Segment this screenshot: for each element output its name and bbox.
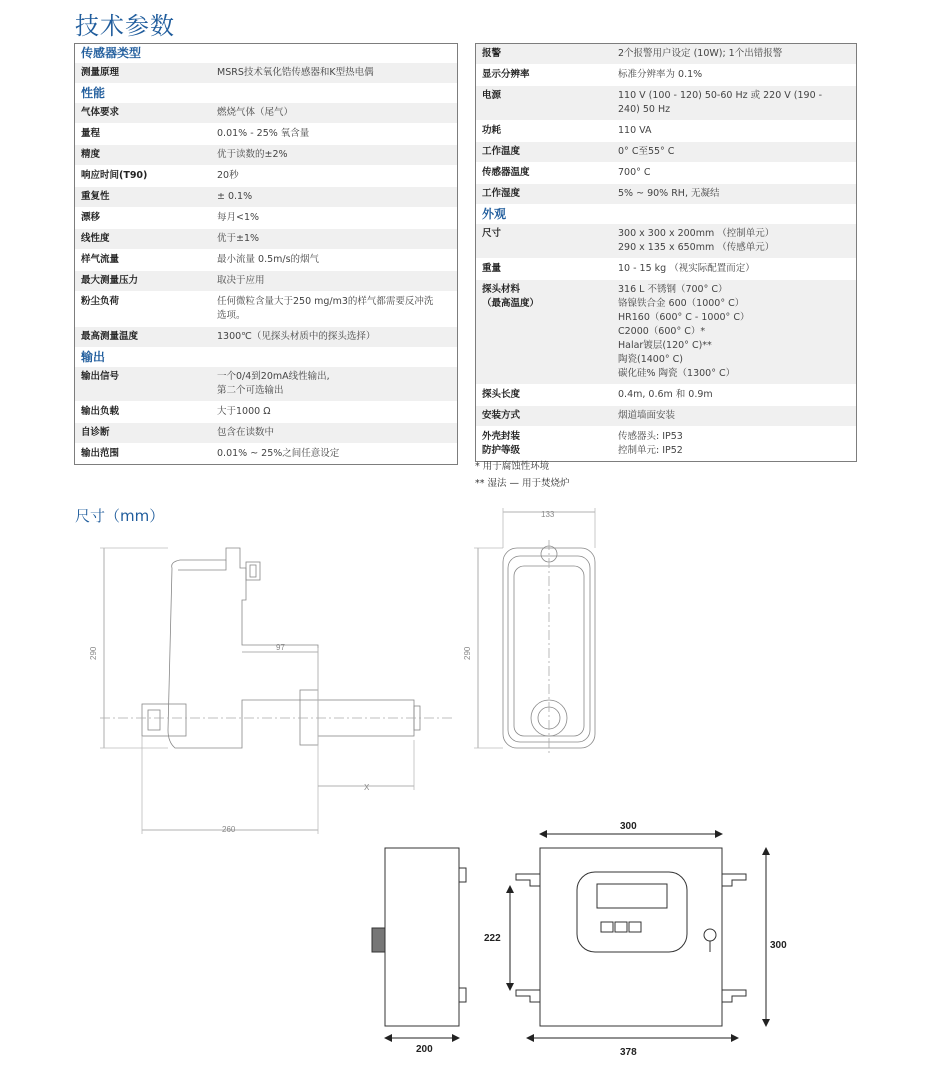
page-title: 技术参数	[75, 12, 175, 40]
spec-value-line: 110 VA	[618, 125, 652, 136]
spec-key: 重复性	[81, 191, 110, 202]
spec-key: 最高测量温度	[81, 331, 139, 342]
spec-key: 最大测量压力	[81, 275, 139, 286]
spec-key: 重量	[482, 263, 502, 274]
spec-key: 显示分辨率	[482, 69, 530, 80]
spec-value-line: 5% ~ 90% RH, 无凝结	[618, 188, 720, 199]
spec-key: 功耗	[482, 125, 502, 136]
unit-depth-label: 200	[416, 1044, 433, 1055]
footnote-1: * 用于腐蚀性环境	[475, 461, 550, 472]
spec-value-line: C2000（600° C）*	[618, 326, 706, 337]
spec-key: 气体要求	[81, 107, 120, 118]
spec-value-line: 110 V (100 - 120) 50-60 Hz 或 220 V (190 -	[618, 90, 823, 101]
spec-value-line: 传感器头: IP53	[618, 431, 683, 442]
spec-value-line: HR160（600° C - 1000° C）	[618, 312, 750, 323]
sensor-probe-label: X	[364, 783, 370, 792]
spec-value-line: 0° C至55° C	[618, 146, 675, 157]
footnote-2: ** 湿法 — 用于焚烧炉	[475, 478, 570, 489]
spec-value-line: 优于±1%	[217, 233, 260, 244]
spec-value-line: 0.01% - 25% 氧含量	[217, 128, 310, 139]
section-label: 输出	[81, 350, 106, 364]
unit-height-right-label: 300	[770, 940, 787, 951]
spec-key: 电源	[482, 90, 502, 101]
section-label: 传感器类型	[81, 46, 142, 60]
spec-key: 探头长度	[482, 389, 521, 400]
spec-value-line: 选项。	[217, 310, 246, 321]
spec-value-line: 取决于应用	[217, 275, 265, 286]
spec-key: 粉尘负荷	[81, 296, 120, 307]
control-unit-side-view	[372, 848, 466, 1026]
spec-key: 尺寸	[482, 228, 502, 239]
spec-value-line: 316 L 不锈钢（700° C）	[618, 284, 728, 295]
sensor-side-view	[100, 548, 455, 834]
spec-key: 自诊断	[81, 427, 110, 438]
spec-key: 工作湿度	[482, 188, 521, 199]
spec-value-line: 包含在读数中	[217, 427, 275, 438]
spec-value-line: Halar镀层(120° C)**	[618, 340, 712, 351]
spec-value-line: 燃烧气体（尾气）	[217, 107, 294, 118]
spec-value-line: 700° C	[618, 167, 651, 178]
spec-key: 探头材料 （最高温度）	[482, 284, 540, 309]
dimensions-title: 尺寸（mm）	[75, 507, 165, 525]
spec-key: 外壳封装 防护等级	[482, 431, 521, 456]
section-label: 性能	[81, 86, 106, 100]
spec-value-line: 任何微粒含量大于250 mg/m3的样气都需要反冲洗	[217, 296, 434, 307]
spec-value-line: 铬镍铁合金 600（1000° C）	[618, 298, 745, 309]
spec-key: 量程	[81, 128, 101, 139]
spec-key: 工作温度	[482, 146, 521, 157]
spec-value-line: 290 x 135 x 650mm （传感单元）	[618, 242, 775, 253]
spec-value-line: 10 - 15 kg （视实际配置而定）	[618, 263, 755, 274]
spec-key: 输出信号	[81, 371, 120, 382]
section-label: 外观	[482, 207, 507, 221]
spec-value-line: ± 0.1%	[217, 191, 253, 202]
spec-key: 报警	[482, 48, 502, 59]
spec-value-line: 碳化硅% 陶瓷（1300° C）	[618, 368, 736, 379]
sensor-width-label: 133	[541, 510, 555, 519]
spec-value-line: 240) 50 Hz	[618, 104, 671, 115]
spec-value-line: 控制单元: IP52	[618, 445, 683, 456]
spec-value-line: 一个0/4到20mA线性输出,	[217, 371, 330, 382]
spec-value-line: 2个报警用户设定 (10W); 1个出错报警	[618, 48, 783, 59]
spec-key: 精度	[81, 149, 101, 160]
spec-value-line: 陶瓷(1400° C)	[618, 354, 683, 365]
spec-value-line: 烟道墙面安装	[618, 410, 676, 421]
sensor-height-label: 290	[89, 646, 98, 660]
spec-value-line: 300 x 300 x 200mm （控制单元）	[618, 228, 775, 239]
spec-value-line: 0.4m, 0.6m 和 0.9m	[618, 389, 713, 400]
unit-width-top-label: 300	[620, 821, 637, 832]
spec-value-line: 0.01% ~ 25%之间任意设定	[217, 448, 340, 459]
unit-height-left-label: 222	[484, 933, 501, 944]
spec-value-line: 20秒	[217, 170, 239, 181]
spec-key: 响应时间(T90)	[81, 170, 148, 181]
spec-key: 输出负载	[81, 406, 120, 417]
spec-key: 传感器温度	[482, 167, 530, 178]
spec-value-line: 优于读数的±2%	[217, 149, 288, 160]
spec-key: 安装方式	[482, 410, 521, 421]
spec-key: 测量原理	[81, 67, 120, 78]
spec-value-line: 第二个可选输出	[217, 385, 284, 396]
spec-key: 样气流量	[81, 254, 120, 265]
control-unit-front-view	[516, 848, 746, 1026]
spec-value-line: 大于1000 Ω	[217, 406, 271, 417]
sensor-length-label: 260	[222, 825, 236, 834]
spec-key: 输出范围	[81, 448, 120, 459]
unit-width-bottom-label: 378	[620, 1047, 637, 1058]
spec-value-line: 每月<1%	[217, 212, 260, 223]
sensor-front-view	[474, 508, 595, 756]
spec-key: 漂移	[81, 212, 101, 223]
spec-value-line: 标准分辨率为 0.1%	[618, 69, 703, 80]
sensor-flange-label: 97	[276, 643, 285, 652]
spec-value-line: MSRS技术氧化锆传感器和K型热电偶	[217, 67, 374, 78]
spec-value-line: 1300℃（见探头材质中的探头选择）	[217, 331, 376, 342]
spec-value-line: 最小流量 0.5m/s的烟气	[217, 254, 320, 265]
spec-key: 线性度	[81, 233, 110, 244]
sensor-height-right-label: 290	[463, 646, 472, 660]
